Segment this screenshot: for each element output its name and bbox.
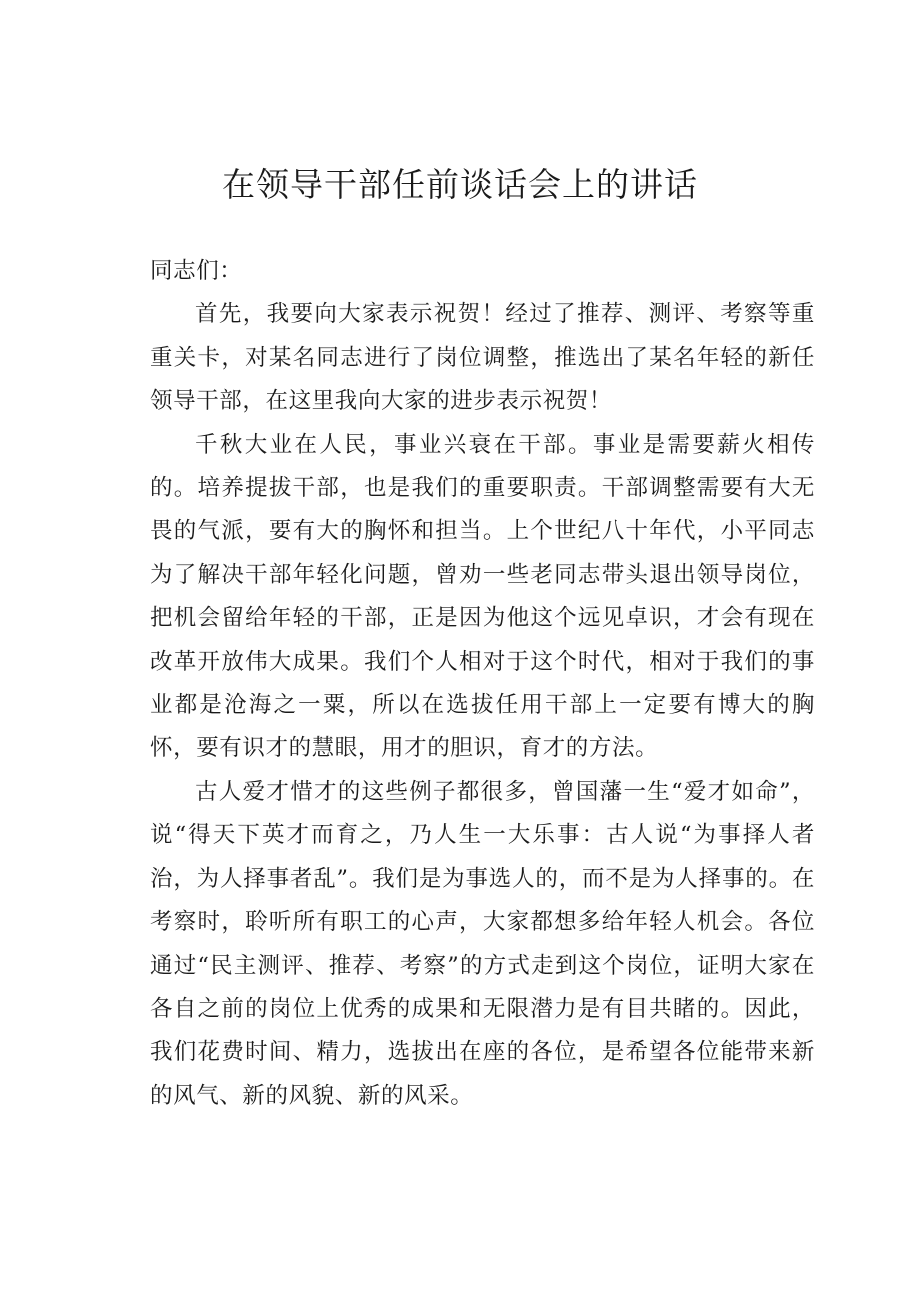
- salutation: 同志们：: [150, 258, 243, 284]
- document-title: 在领导干部任前谈话会上的讲话: [222, 165, 698, 204]
- paragraph-1: 首先，我要向大家表示祝贺！经过了推荐、测评、考察等重重关卡，对某名同志进行了岗位调整，推选出了某名年轻的新任领导干部，在这里我向大家的进步表示祝贺！: [150, 301, 815, 415]
- paragraph-2: 千秋大业在人民，事业兴衰在干部。事业是需要薪火相传的。培养提拔干部，也是我们的重要职责。干部调整需要有大无畏的气派，要有大的胸怀和担当。上个世纪八十年代，小平同志为了解决干部年轻化问题，曾劝一些老同志带头退出领导岗位，把机会留给年轻的干部，正是因为他这个远见卓识，才会有现在改革开放伟大成果。我们个人相对于这个时代，相对于我们的事业都是沧海之一粟，所以在选拔任用干部上一定要有博大的胸怀，要有识才的慧眼，用才的胆识，育才的方法。: [150, 431, 815, 762]
- paragraph-3: 古人爱才惜才的这些例子都很多，曾国藩一生“爱才如命”，说“得天下英才而育之，乃人生一大乐事：古人说“为事择人者治，为人择事者乱”。我们是为事选人的，而不是为人择事的。在考察时，聆听所有职工的心声，大家都想多给年轻人机会。各位通过“民主测评、推荐、考察”的方式走到这个岗位，证明大家在各自之前的岗位上优秀的成果和无限潜力是有目共睹的。因此，我们花费时间、精力，选拔出在座的各位，是希望各位能带来新的风气、新的风貌、新的风采。: [150, 778, 815, 1109]
- document-body: [150, 250, 815, 1118]
